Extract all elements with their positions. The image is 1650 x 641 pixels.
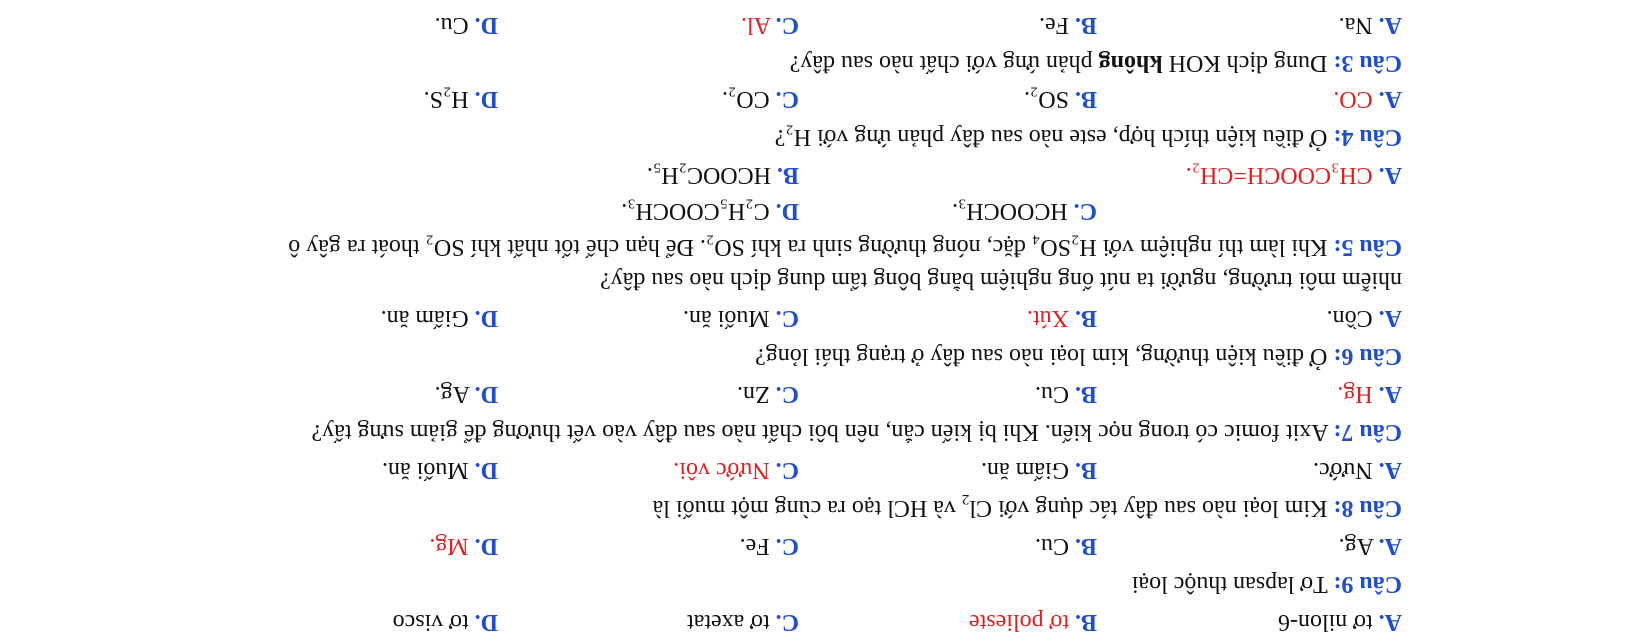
option-c: C. Al. bbox=[740, 12, 799, 38]
question-label: Câu 4: bbox=[1333, 124, 1402, 150]
q4-options-cd bbox=[0, 192, 1650, 230]
option-d: D. Muối ăn. bbox=[381, 457, 498, 483]
question-text: Ở điều kiện thích hợp, este nào sau đây phản ứng với H₂? bbox=[774, 124, 1328, 150]
question-5-line-2 bbox=[0, 261, 1650, 299]
option-a: A. CH₃COOCH=CH₂. bbox=[1185, 162, 1402, 188]
question-text: Ở điều kiện thường, kim loại nào sau đây ở trạng thái lỏng? bbox=[755, 343, 1328, 369]
option-d: D. Ag. bbox=[434, 381, 498, 407]
question-4 bbox=[0, 118, 1650, 156]
option-a: A. CO. bbox=[1333, 86, 1402, 112]
option-d: D. Cu. bbox=[434, 12, 498, 38]
question-7 bbox=[0, 413, 1650, 451]
q8-options bbox=[0, 527, 1650, 565]
question-text: Tơ lapsan thuộc loại bbox=[1131, 571, 1328, 597]
question-label: Câu 7: bbox=[1333, 419, 1402, 445]
option-b: B. Xút. bbox=[1026, 305, 1097, 331]
option-a: A. tơ nilon-6 bbox=[1277, 609, 1402, 635]
question-label: Câu 6: bbox=[1333, 343, 1402, 369]
option-c: C. HCOOCH₃. bbox=[951, 198, 1097, 224]
option-a: A. Na. bbox=[1338, 12, 1402, 38]
option-d: D. C₂H₅COOCH₃. bbox=[621, 198, 799, 224]
option-b: B. Cu. bbox=[1034, 533, 1097, 559]
q2-options bbox=[0, 6, 1650, 44]
question-6 bbox=[0, 337, 1650, 375]
option-a: A. Nước. bbox=[1312, 457, 1402, 483]
option-b: B. Cu. bbox=[1034, 381, 1097, 407]
q7-options bbox=[0, 451, 1650, 489]
option-b: B. HCOOC₂H₅. bbox=[646, 162, 799, 188]
q4-options-ab bbox=[0, 156, 1650, 194]
question-text: Khi làm thí nghiệm với H₂SO₄ đặc, nóng thường sinh ra khí SO₂. Để hạn chế tốt nhất khí SO₂ thoát ra gây ô bbox=[288, 234, 1328, 260]
question-text: Axit fomic có trong nọc kiến. Khi bị kiến cắn, nên bôi chất nào sau đây vào vết thương để giảm sưng tấy? bbox=[311, 419, 1329, 445]
option-b: B. SO₂. bbox=[1023, 86, 1097, 112]
option-b: B. tơ polieste bbox=[968, 609, 1097, 635]
question-5 bbox=[0, 228, 1650, 266]
option-a: A. Cồn. bbox=[1326, 305, 1402, 331]
option-c: C. CO₂. bbox=[721, 86, 799, 112]
option-d: D. tơ visco bbox=[392, 609, 498, 635]
q6-options bbox=[0, 375, 1650, 413]
option-d: D. Giấm ăn. bbox=[380, 305, 498, 331]
option-c: C. Fe. bbox=[739, 533, 799, 559]
option-c: C. Muối ăn. bbox=[682, 305, 799, 331]
option-b: B. Giấm ăn. bbox=[981, 457, 1097, 483]
question-label: Câu 3: bbox=[1333, 50, 1402, 76]
option-c: C. Nước vôi. bbox=[673, 457, 799, 483]
question-text: Kim loại nào sau đây tác dụng với $Cl_2$ và HCl tạo ra cùng một muối là bbox=[652, 491, 1328, 521]
option-c: C. tơ axetat bbox=[687, 609, 799, 635]
question-label: Câu 5: bbox=[1333, 234, 1402, 260]
question-label: Câu 9: bbox=[1333, 571, 1402, 597]
question-text-continued: nhiễm môi trường, người ta nút ống nghiệm bằng bông tẩm dung dịch nào sau đây? bbox=[600, 267, 1402, 293]
q5-options bbox=[0, 299, 1650, 337]
option-b: B. Fe. bbox=[1038, 12, 1097, 38]
option-a: A. Hg. bbox=[1337, 381, 1402, 407]
question-3 bbox=[0, 44, 1650, 82]
option-d: D. Mg. bbox=[429, 533, 498, 559]
question-text: Dung dịch KOH không phản ứng với chất nào sau đây? bbox=[789, 50, 1328, 76]
option-d: D. H₂S. bbox=[423, 86, 498, 112]
option-a: A. Ag. bbox=[1338, 533, 1402, 559]
question-label: Câu 8: bbox=[1333, 495, 1402, 521]
question-8 bbox=[0, 489, 1650, 527]
q-prev-options bbox=[0, 603, 1650, 641]
q3-options bbox=[0, 80, 1650, 118]
question-9 bbox=[0, 565, 1650, 603]
option-c: C. Zn. bbox=[736, 381, 799, 407]
